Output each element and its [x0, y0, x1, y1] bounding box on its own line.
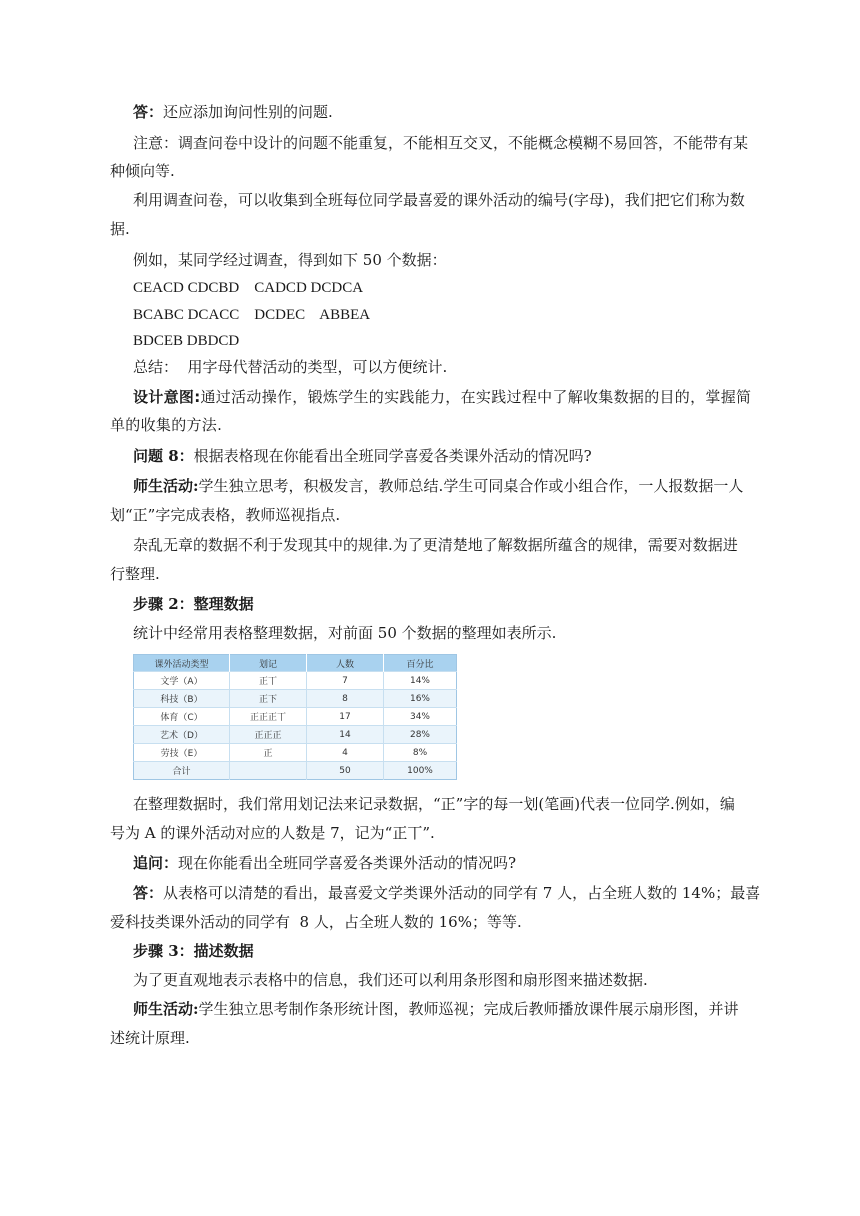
answer-gender-line: 答：还应添加询问性别的问题.	[133, 103, 333, 121]
cell-percent: 16%	[384, 690, 457, 708]
cell-percent: 28%	[384, 726, 457, 744]
cell-activity: 文学（A）	[134, 672, 230, 690]
data-row-2: BCABC DCACC DCDEC ABBEA	[133, 307, 371, 323]
question-8-line: 问题 8：根据表格现在你能看出全班同学喜爱各类课外活动的情况吗?	[133, 447, 592, 465]
table-header-row	[134, 655, 457, 672]
note-line-2: 种倾向等.	[110, 162, 175, 180]
activity-line-1: 师生活动:学生独立思考，积极发言，教师总结.学生可同桌合作或小组合作，一人报数据一人	[133, 477, 744, 495]
design-intent-line-2: 单的收集的方法.	[110, 416, 223, 434]
cell-tally: 正正正	[230, 726, 307, 744]
table-intro-line: 统计中经常用表格整理数据，对前面 50 个数据的整理如表所示.	[133, 624, 557, 642]
cell-activity: 合计	[134, 762, 230, 780]
header-tally: 划记	[230, 655, 307, 672]
summary-line: 总结： 用字母代替活动的类型，可以方便统计.	[133, 358, 448, 376]
cell-tally	[230, 762, 307, 780]
tally-explanation-line-1: 在整理数据时，我们常用划记法来记录数据，“正”字的每一划(笔画)代表一位同学.例如，编	[133, 795, 735, 813]
cell-percent: 14%	[384, 672, 457, 690]
cell-activity: 劳技（E）	[134, 744, 230, 762]
activity-line-2: 划“正”字完成表格，教师巡视指点.	[110, 506, 341, 524]
header-percent: 百分比	[384, 655, 457, 672]
example-line: 例如，某同学经过调查，得到如下 50 个数据：	[133, 251, 447, 269]
data-row-1: CEACD CDCBD CADCD DCDCA	[133, 280, 364, 296]
describe-data-line: 为了更直观地表示表格中的信息，我们还可以利用条形图和扇形图来描述数据.	[133, 971, 648, 989]
tally-explanation-line-2: 号为 A 的课外活动对应的人数是 7，记为“正丅”.	[110, 824, 435, 842]
cell-percent: 8%	[384, 744, 457, 762]
follow-up-question-line: 追问：现在你能看出全班同学喜爱各类课外活动的情况吗?	[133, 854, 517, 872]
note-line-1: 注意：调查问卷中设计的问题不能重复，不能相互交叉，不能概念模糊不易回答，不能带有某	[133, 134, 749, 152]
cell-percent: 100%	[384, 762, 457, 780]
activity-chart-line-1: 师生活动:学生独立思考制作条形统计图，教师巡视；完成后教师播放课件展示扇形图，并讲	[133, 1000, 739, 1018]
cell-activity: 艺术（D）	[134, 726, 230, 744]
tally-table	[133, 654, 457, 780]
cell-tally: 正	[230, 744, 307, 762]
table-row	[134, 690, 457, 708]
data-row-3: BDCEB DBDCD	[133, 333, 240, 349]
cell-tally: 正下	[230, 690, 307, 708]
header-activity-type: 课外活动类型	[134, 655, 230, 672]
cell-tally: 正正正丅	[230, 708, 307, 726]
cell-percent: 34%	[384, 708, 457, 726]
cell-activity: 科技（B）	[134, 690, 230, 708]
table-row	[134, 672, 457, 690]
answer-table-line-1: 答：从表格可以清楚的看出，最喜爱文学类课外活动的同学有 7 人，占全班人数的 14%；最喜	[133, 884, 761, 902]
header-count: 人数	[307, 655, 384, 672]
survey-line-1: 利用调查问卷，可以收集到全班每位同学最喜爱的课外活动的编号(字母)，我们把它们称为数	[133, 191, 745, 209]
messy-data-line-1: 杂乱无章的数据不利于发现其中的规律.为了更清楚地了解数据所蕴含的规律，需要对数据进	[133, 536, 738, 554]
table-row	[134, 726, 457, 744]
table-total-row	[134, 762, 457, 780]
cell-activity: 体育（C）	[134, 708, 230, 726]
step-3-heading: 步骤 3：描述数据	[133, 942, 254, 960]
cell-count: 7	[307, 672, 384, 690]
messy-data-line-2: 行整理.	[110, 565, 160, 583]
cell-count: 8	[307, 690, 384, 708]
table-row	[134, 708, 457, 726]
cell-tally: 正丅	[230, 672, 307, 690]
step-2-heading: 步骤 2：整理数据	[133, 595, 254, 613]
activity-chart-line-2: 述统计原理.	[110, 1029, 190, 1047]
cell-count: 50	[307, 762, 384, 780]
design-intent-line-1: 设计意图:通过活动操作，锻炼学生的实践能力，在实践过程中了解收集数据的目的，掌握简	[133, 388, 752, 406]
cell-count: 17	[307, 708, 384, 726]
answer-table-line-2: 爱科技类课外活动的同学有 8 人，占全班人数的 16%；等等.	[110, 913, 522, 931]
survey-line-2: 据.	[110, 220, 130, 238]
cell-count: 4	[307, 744, 384, 762]
cell-count: 14	[307, 726, 384, 744]
table-row	[134, 744, 457, 762]
